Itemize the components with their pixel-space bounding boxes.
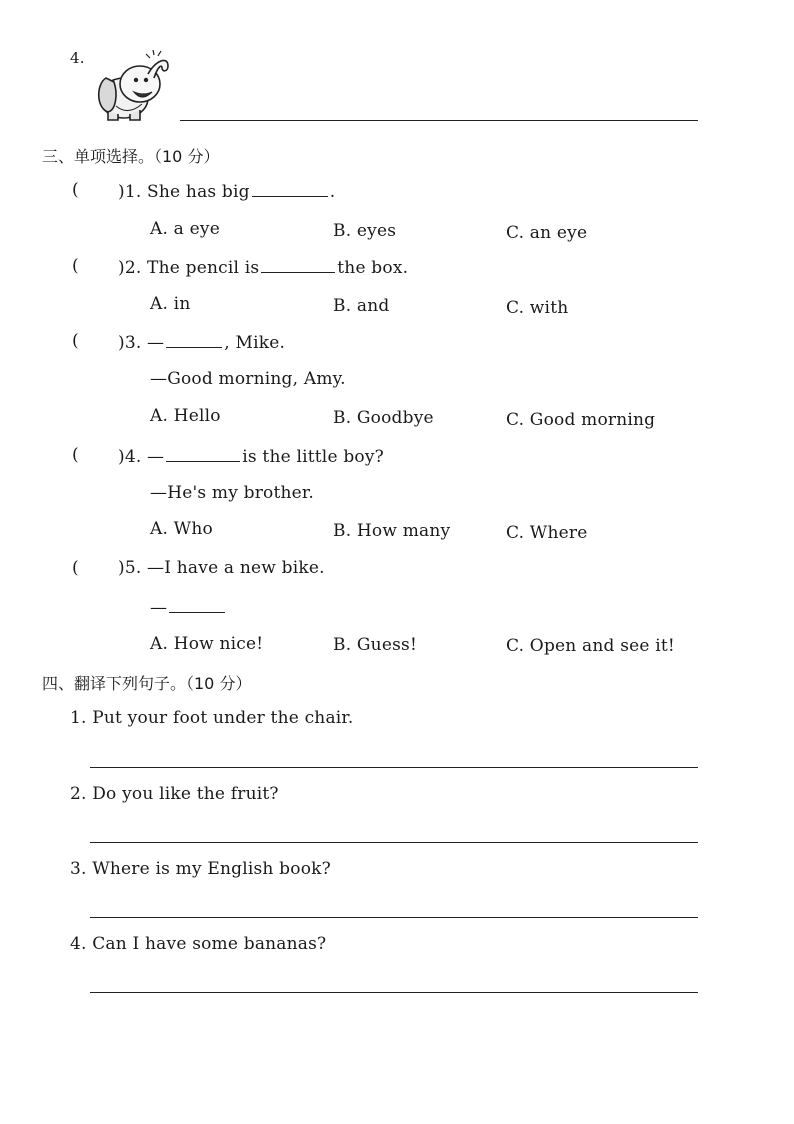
translate-sentence-4: 4. Can I have some bananas? xyxy=(70,934,327,954)
translate-line-3[interactable] xyxy=(90,917,698,918)
q1-answer-paren[interactable]: ( xyxy=(72,180,79,200)
q2-tail: the box. xyxy=(337,258,409,278)
q1-option-c[interactable]: C. an eye xyxy=(506,223,588,243)
q3-blank[interactable] xyxy=(166,331,222,348)
q3-option-b[interactable]: B. Goodbye xyxy=(333,408,434,428)
q3-reply: —Good morning, Amy. xyxy=(150,369,346,389)
q4-option-a[interactable]: A. Who xyxy=(150,519,213,539)
translate-sentence-3: 3. Where is my English book? xyxy=(70,859,331,879)
q2-option-c[interactable]: C. with xyxy=(506,298,569,318)
q5-option-c[interactable]: C. Open and see it! xyxy=(506,636,675,656)
q4-reply: —He's my brother. xyxy=(150,483,314,503)
q5-dash: — xyxy=(150,598,168,618)
translate-line-1[interactable] xyxy=(90,767,698,768)
q2-text: )2. The pencil is xyxy=(118,258,260,278)
q2-stem xyxy=(118,256,408,278)
translate-sentence-2: 2. Do you like the fruit? xyxy=(70,784,279,804)
q2-blank[interactable] xyxy=(261,256,335,273)
answer-line-item4[interactable] xyxy=(180,120,698,121)
q3-text: )3. — xyxy=(118,333,165,353)
q2-option-b[interactable]: B. and xyxy=(333,296,390,316)
q5-option-b[interactable]: B. Guess! xyxy=(333,635,417,655)
q5-option-a[interactable]: A. How nice! xyxy=(150,634,264,654)
q4-option-c[interactable]: C. Where xyxy=(506,523,588,543)
translate-sentence-1: 1. Put your foot under the chair. xyxy=(70,708,354,728)
q3-stem xyxy=(118,331,285,353)
q1-stem xyxy=(118,180,335,202)
translate-line-4[interactable] xyxy=(90,992,698,993)
q4-tail: is the little boy? xyxy=(242,447,384,467)
q5-blank[interactable] xyxy=(169,596,225,613)
q2-option-a[interactable]: A. in xyxy=(150,294,191,314)
translate-line-2[interactable] xyxy=(90,842,698,843)
q5-answer-paren[interactable]: ( xyxy=(72,558,79,578)
q1-text: )1. She has big xyxy=(118,182,250,202)
q3-answer-paren[interactable]: ( xyxy=(72,331,79,351)
q2-answer-paren[interactable]: ( xyxy=(72,256,79,276)
q3-tail: , Mike. xyxy=(224,333,286,353)
q3-option-c[interactable]: C. Good morning xyxy=(506,410,656,430)
q1-blank[interactable] xyxy=(252,180,328,197)
q4-option-b[interactable]: B. How many xyxy=(333,521,451,541)
item-number: 4. xyxy=(70,49,85,67)
q1-option-b[interactable]: B. eyes xyxy=(333,221,397,241)
section4-heading: 四、翻译下列句子。（10 分） xyxy=(42,674,252,693)
q1-tail: . xyxy=(329,182,336,202)
q4-text: )4. — xyxy=(118,447,165,467)
q5-stem: )5. —I have a new bike. xyxy=(118,558,325,578)
section3-heading: 三、单项选择。（10 分） xyxy=(42,147,220,166)
q4-answer-paren[interactable]: ( xyxy=(72,445,79,465)
q5-reply xyxy=(150,596,227,618)
q4-blank[interactable] xyxy=(166,445,240,462)
q4-stem xyxy=(118,445,384,467)
q1-option-a[interactable]: A. a eye xyxy=(150,219,220,239)
q3-option-a[interactable]: A. Hello xyxy=(150,406,221,426)
elephant-illustration xyxy=(94,50,174,122)
